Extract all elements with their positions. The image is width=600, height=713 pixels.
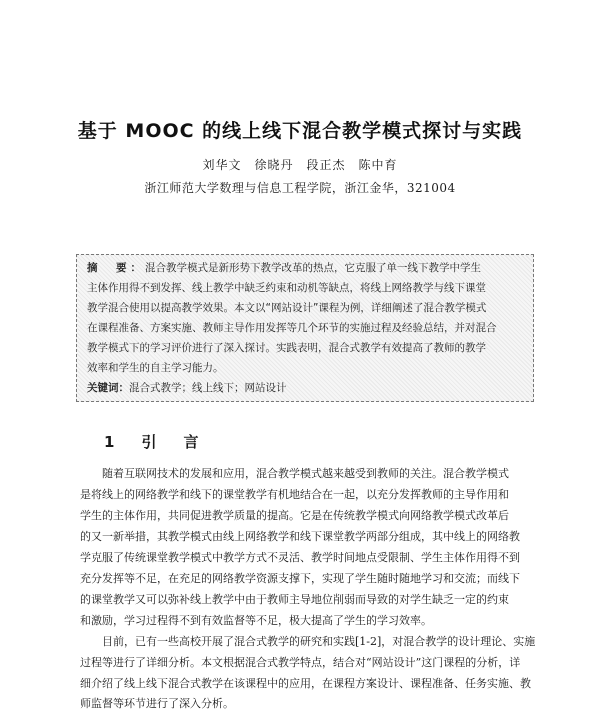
body-line: 学克服了传统课堂教学模式中教学方式不灵活、教学时间地点受限制、学生主体作用得不到: [80, 551, 520, 564]
affiliation: 浙江师范大学数理与信息工程学院，浙江金华，321004: [144, 181, 456, 195]
abstract-line-4: 在课程准备、方案实施、教师主导作用发挥等几个环节的实施过程及经验总结，并对混合: [87, 322, 497, 334]
abstract-line-1: 摘 要：混合教学模式是新形势下教学改革的热点，它克服了单一线下教学中学生: [87, 262, 481, 274]
abstract-line-2: 主体作用得不到发挥、线上教学中缺乏约束和动机等缺点，将线上网络教学与线下课堂: [87, 282, 486, 294]
body-line: 充分发挥等不足，在充足的网络教学资源支撑下，实现了学生随时随地学习和交流；而线下: [80, 572, 520, 585]
abstract-line-3: 教学混合使用以提高教学效果。本文以“网站设计”课程为例，详细阐述了混合教学模式: [87, 302, 487, 314]
keywords: 混合式教学；线上线下；网站设计: [129, 382, 287, 394]
body-line: 的又一新举措，其教学模式由线上网络教学和线下课堂教学两部分组成，其中线上的网络教: [80, 530, 520, 543]
body-line: 的课堂教学又可以弥补线上教学中由于教师主导地位削弱而导致的对学生缺乏一定的约束: [80, 593, 509, 606]
author-list: 刘华文 徐晓丹 段正杰 陈中育: [202, 158, 398, 172]
body-line: 随着互联网技术的发展和应用，混合教学模式越来越受到教师的关注。混合教学模式: [80, 467, 509, 480]
body-line: 是将线上的网络教学和线下的课堂教学有机地结合在一起，以充分发挥教师的主导作用和: [80, 488, 509, 501]
keywords-label: 关键词：: [87, 382, 129, 394]
abstract-line-5: 教学模式下的学习评价进行了深入探讨。实践表明，混合式教学有效提高了教师的教学: [87, 342, 486, 354]
body-line: 细介绍了线上线下混合式教学在该课程中的应用，在课程方案设计、课程准备、任务实施、教: [80, 677, 531, 690]
body-line: 和激励，学习过程得不到有效监督等不足，极大提高了学生的学习效率。: [80, 614, 432, 627]
keywords-line: [87, 381, 287, 395]
abstract-box: [76, 254, 534, 402]
body-line: 目前，已有一些高校开展了混合式教学的研究和实践[1-2]，对混合教学的设计理论、实施: [80, 635, 536, 648]
abstract-label: 摘 要：: [87, 262, 145, 274]
body-line: 过程等进行了详细分析。本文根据混合式教学特点，结合对“网站设计”这门课程的分析，详: [80, 656, 521, 669]
body-line: 学生的主体作用，共同促进教学质量的提高。它是在传统教学模式向网络教学模式改革后: [80, 509, 509, 522]
abstract-line-6: 效率和学生的自主学习能力。: [87, 362, 224, 374]
paper-title: 基于 MOOC 的线上线下混合教学模式探讨与实践: [77, 120, 523, 142]
body-line: 师监督等环节进行了深入分析。: [80, 697, 234, 710]
section-heading: 1 引 言: [104, 433, 205, 451]
